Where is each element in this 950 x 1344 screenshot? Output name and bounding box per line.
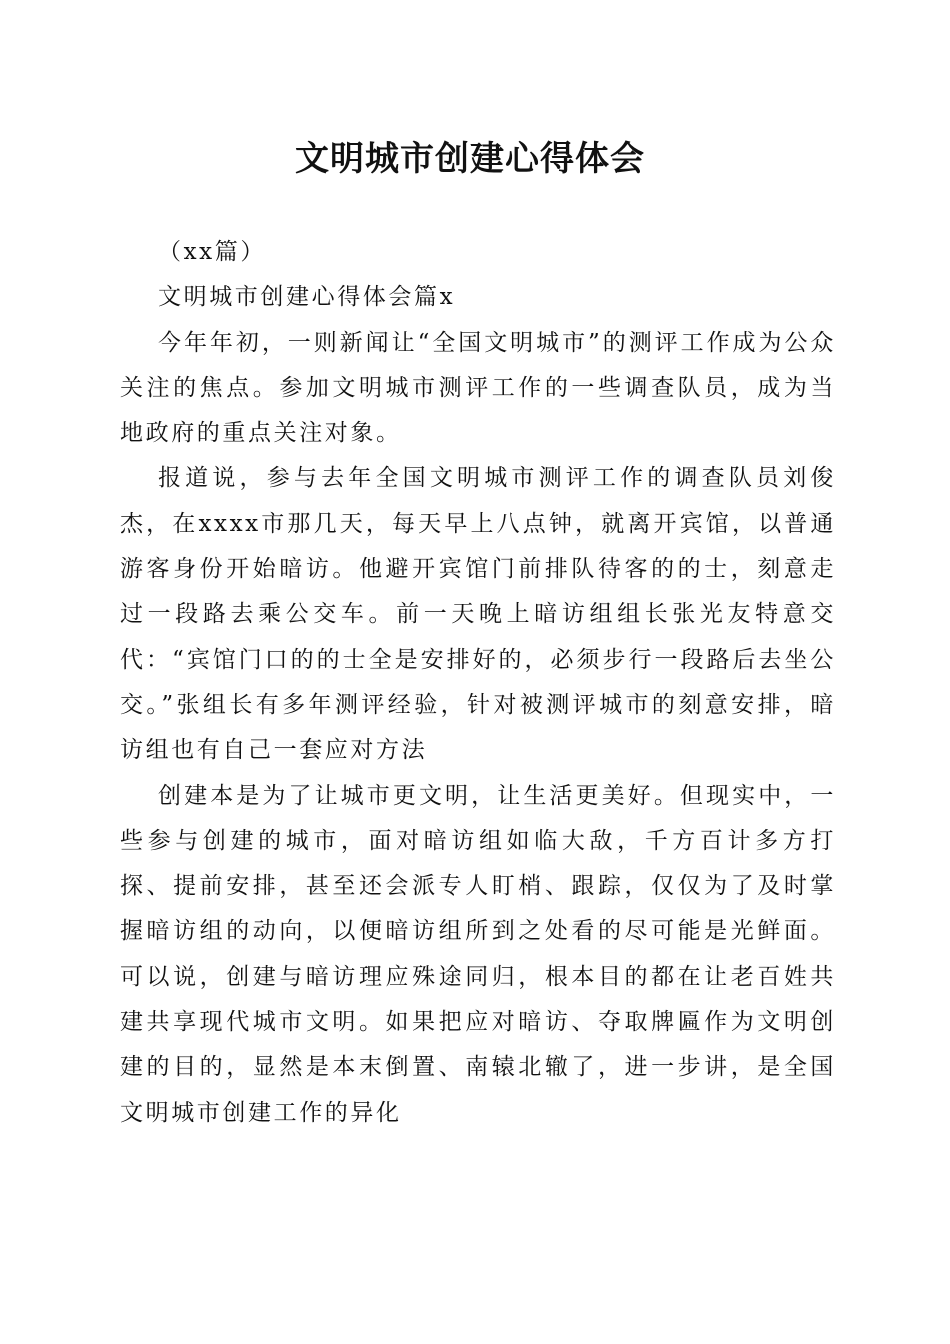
body-paragraph: 报道说，参与去年全国文明城市测评工作的调查队员刘俊杰，在xxxx市那几天，每天早上八点钟，就离开宾馆，以普通游客身份开始暗访。他避开宾馆门前排队待客的的士，刻意走过一段路去乘公交车。前一天晚上暗访组组长张光友特意交代：“宾馆门口的的士全是安排好的，必须步行一段路后去坐公交。”张组长有多年测评经验，针对被测评城市的刻意安排，暗访组也有自己一套应对方法 (120, 465, 836, 764)
body-paragraph: 今年年初，一则新闻让“全国文明城市”的测评工作成为公众关注的焦点。参加文明城市测评工作的一些调查队员，成为当地政府的重点关注对象。 (120, 329, 836, 447)
subtitle-count: （xx篇） (158, 239, 266, 265)
document-title: 文明城市创建心得体会 (295, 139, 645, 179)
document-body (120, 230, 836, 1136)
body-paragraph: 创建本是为了让城市更文明，让生活更美好。但现实中，一些参与创建的城市，面对暗访组如临大敌，千方百计多方打探、提前安排，甚至还会派专人盯梢、跟踪，仅仅为了及时掌握暗访组的动向，以便暗访组所到之处看的尽可能是光鲜面。可以说，创建与暗访理应殊途同归，根本目的都在让老百姓共建共享现代城市文明。如果把应对暗访、夺取牌匾作为文明创建的目的，显然是本末倒置、南辕北辙了，进一步讲，是全国文明城市创建工作的异化 (120, 782, 836, 1126)
section-heading: 文明城市创建心得体会篇x (158, 284, 456, 311)
